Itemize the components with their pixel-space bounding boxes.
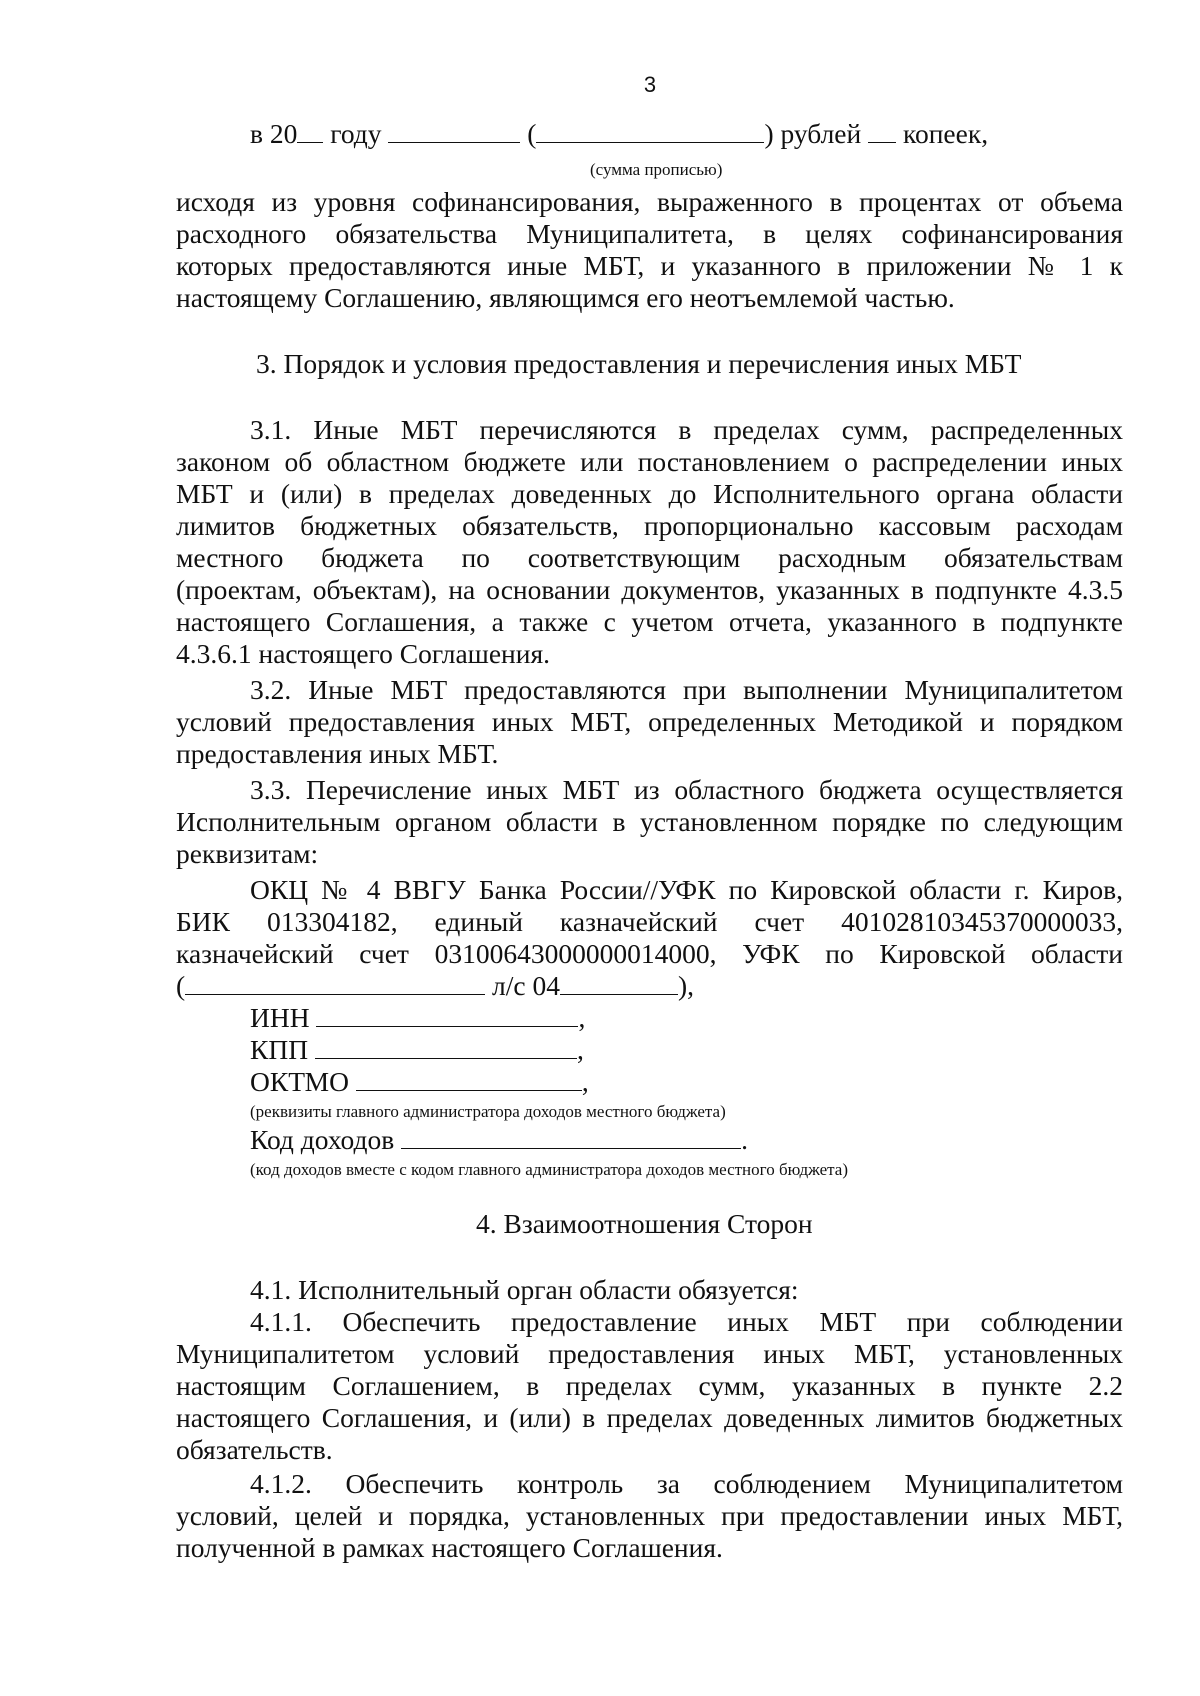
intro-line: исходя из уровня софинансирования, выраженного в процентах от объема [176,186,1123,217]
sum-hint: (сумма прописью) [590,160,723,179]
kopecks-blank [868,118,896,143]
account-paren-close: ), [678,970,695,1001]
clause-3-2: 3.2. Иные МБТ предоставляются при выполнении Муниципалитетом [250,674,1123,705]
account-paren-open: ( [176,970,186,1001]
clause-4-1-1-line: настоящего Соглашения, и (или) в пределах доведенных лимитов бюджетных [176,1402,1123,1433]
income-hint: (код доходов вместе с кодом главного администратора доходов местного бюджета) [250,1160,849,1179]
clause-3-1-line: 4.3.6.1 настоящего Соглашения. [176,638,551,669]
inn-blank [316,1002,578,1027]
clause-3-1-line: (проектам, объектам), на основании документов, указанных в подпункте 4.3.5 [176,574,1123,605]
clause-3-3-line: Исполнительным органом области в установленном порядке по следующим [176,806,1123,837]
clause-3-1-line: законом об областном бюджете или постановлением о распределении иных [176,446,1123,477]
amount-line [250,118,988,150]
clause-4-1-2: 4.1.2. Обеспечить контроль за соблюдением Муниципалитетом [250,1468,1123,1499]
personal-account-blank [560,970,678,995]
clause-4-1-1-line: Муниципалитетом условий предоставления иных МБТ, установленных [176,1338,1123,1369]
income-code-end: . [741,1124,748,1155]
clause-3-1-line: настоящего Соглашения, а также с учетом отчета, указанного в подпункте [176,606,1123,637]
section-3-heading: 3. Порядок и условия предоставления и перечисления иных МБТ [256,348,1022,379]
kpp-comma: , [576,1034,584,1065]
kopecks-label: копеек, [902,118,989,149]
clause-3-1-line: лимитов бюджетных обязательств, пропорционально кассовым расходам [176,510,1123,541]
oktmo-blank [356,1066,582,1091]
oktmo-comma: , [581,1066,589,1097]
clause-4-1-2-line: условий, целей и порядка, установленных при предоставлении иных МБТ, [176,1500,1123,1531]
clause-4-1: 4.1. Исполнительный орган области обязуется: [250,1274,799,1305]
clause-3-1-line: МБТ и (или) в пределах доведенных до Исполнительного органа области [176,478,1123,509]
clause-4-1-1-line: настоящим Соглашением, в пределах сумм, указанных в пункте 2.2 [176,1370,1123,1401]
income-code-blank [401,1124,741,1149]
year-label: году [330,118,382,149]
page-number: 3 [643,72,657,97]
clause-3-1-line: местного бюджета по соответствующим расходным обязательствам [176,542,1123,573]
clause-3-1: 3.1. Иные МБТ перечисляются в пределах сумм, распределенных [250,414,1123,445]
admin-hint: (реквизиты главного администратора доходов местного бюджета) [250,1102,726,1121]
inn-comma: , [578,1002,586,1033]
bank-details-line: БИК 013304182, единый казначейский счет 40102810345370000033, [176,906,1123,937]
clause-3-2-line: условий предоставления иных МБТ, определенных Методикой и порядком [176,706,1123,737]
personal-account-label: л/с 04 [492,970,560,1001]
amount-words-blank [536,118,764,143]
clause-4-1-1-line: обязательств. [176,1434,333,1465]
kpp-blank [315,1034,577,1059]
income-code-line [250,1124,748,1156]
paren-open: ( [527,118,537,149]
year-blank [297,118,323,143]
bank-details-line: казначейский счет 03100643000000014000, УФК по Кировской области [176,938,1123,969]
income-code-label: Код доходов [250,1124,395,1155]
kpp-label: КПП [250,1034,309,1065]
kpp-line [250,1034,584,1066]
clause-3-3-line: реквизитам: [176,838,319,869]
year-prefix: в 20 [250,118,298,149]
account-line [176,970,694,1002]
clause-3-3: 3.3. Перечисление иных МБТ из областного бюджета осуществляется [250,774,1123,805]
intro-line: которых предоставляются иные МБТ, и указанного в приложении № 1 к [176,250,1123,281]
clause-3-2-line: предоставления иных МБТ. [176,738,499,769]
amount-blank [388,118,520,143]
clause-4-1-2-line: полученной в рамках настоящего Соглашения. [176,1532,723,1563]
oktmo-label: ОКТМО [250,1066,349,1097]
inn-label: ИНН [250,1002,310,1033]
section-4-heading: 4. Взаимоотношения Сторон [476,1208,813,1239]
oktmo-line [250,1066,589,1098]
intro-line: настоящему Соглашению, являющимся его неотъемлемой частью. [176,282,955,313]
bank-details: ОКЦ № 4 ВВГУ Банка России//УФК по Кировской области г. Киров, [250,874,1123,905]
inn-line [250,1002,585,1034]
intro-line: расходного обязательства Муниципалитета, в целях софинансирования [176,218,1123,249]
account-blank [185,970,485,995]
clause-4-1-1: 4.1.1. Обеспечить предоставление иных МБТ при соблюдении [250,1306,1123,1337]
rubles-label: ) рублей [764,118,862,149]
